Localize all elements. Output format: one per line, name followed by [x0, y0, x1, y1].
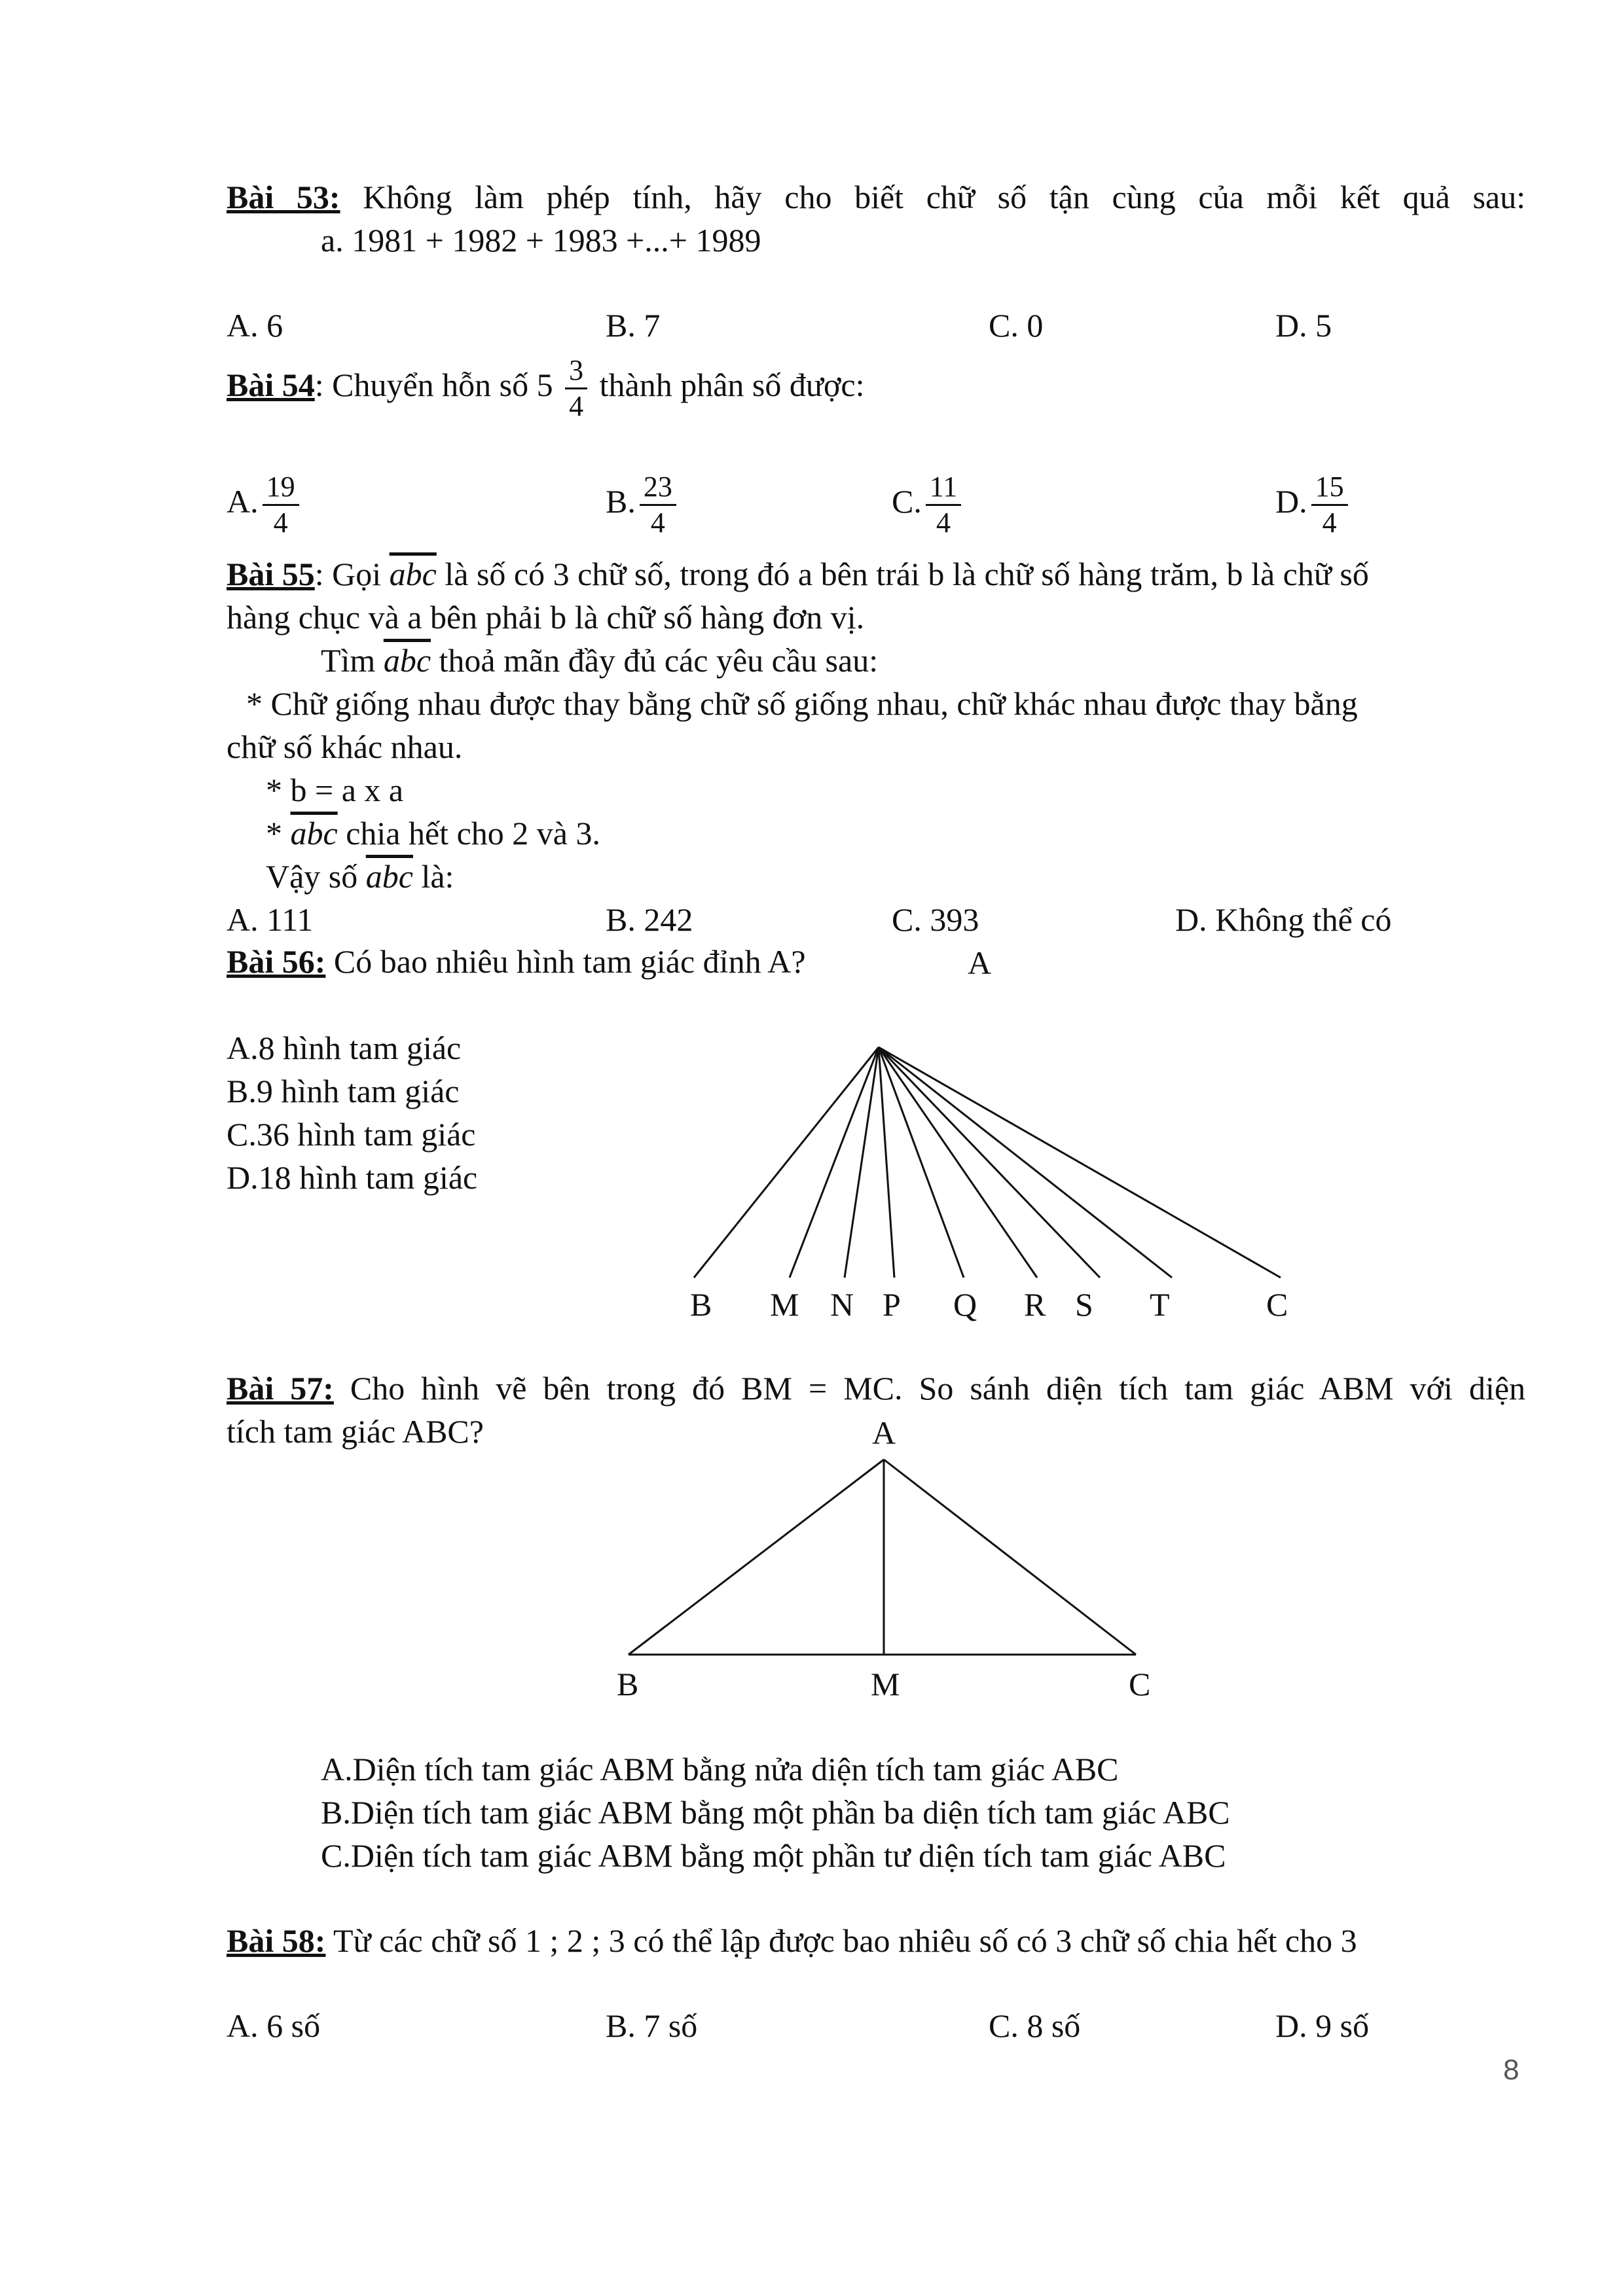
b53-expression: a. 1981 + 1982 + 1983 +...+ 1989: [321, 222, 761, 259]
b56-title: Bài 56:: [227, 943, 326, 980]
b56-label-r: R: [1024, 1286, 1046, 1323]
fraction-numerator: 15: [1311, 470, 1348, 506]
b58-question: [227, 1919, 1357, 1962]
b56-cevian-at: [879, 1047, 1172, 1278]
b57-text-2: tích tam giác ABC?: [227, 1413, 484, 1450]
abc-overline: $\overline{abc}$: [383, 642, 431, 679]
b57-title: Bài 57:: [227, 1370, 334, 1407]
abc-overline: $\overline{abc}$: [365, 858, 413, 895]
b54-option-c-label: C.: [892, 482, 922, 520]
b56-option-b: B.9 hình tam giác: [227, 1073, 460, 1109]
b58-option-c: C. 8 số: [989, 2007, 1081, 2044]
b54-text-before: : Chuyển hỗn số 5: [314, 366, 553, 403]
b57-side-ac: [884, 1460, 1136, 1655]
fraction-denominator: 4: [936, 507, 951, 539]
b53-title: Bài 53:: [227, 179, 340, 215]
b54-title: Bài 54: [227, 366, 315, 403]
b56-side-ab: [694, 1047, 879, 1278]
b56-label-s: S: [1075, 1286, 1093, 1323]
b56-label-n: N: [830, 1286, 854, 1323]
b55-text: thoả mãn đầy đủ các yêu cầu sau:: [439, 642, 879, 679]
b56-text: Có bao nhiêu hình tam giác đỉnh A?: [333, 943, 806, 980]
b58-text: Từ các chữ số 1 ; 2 ; 3 có thể lập được bao nhiêu số có 3 chữ số chia hết cho 3: [333, 1922, 1357, 1959]
fraction-numerator: 19: [263, 470, 299, 506]
b56-label-t: T: [1150, 1286, 1170, 1323]
b56-side-ac: [879, 1047, 1281, 1278]
b57-side-ab: [629, 1460, 884, 1655]
b58-option-a: A. 6 số: [227, 2007, 321, 2044]
b58-title: Bài 58:: [227, 1922, 326, 1959]
b54-option-b-label: B.: [606, 482, 636, 520]
b57-text-1: Cho hình vẽ bên trong đó BM = MC. So sánh diện tích tam giác ABM với diện: [350, 1370, 1525, 1407]
fraction-denominator: 4: [650, 507, 665, 539]
b55-option-c: C. 393: [892, 901, 979, 938]
b56-option-c: C.36 hình tam giác: [227, 1116, 476, 1153]
b55-text: là số có 3 chữ số, trong đó a bên trái b là chữ số hàng trăm, b là chữ số: [445, 556, 1369, 592]
b56-label-q: Q: [953, 1286, 977, 1323]
b57-option-c: C.Diện tích tam giác ABM bằng một phần tư diện tích tam giác ABC: [321, 1837, 1226, 1874]
b55-condition-1: * b = a x a: [266, 772, 404, 808]
b54-option-d-label: D.: [1275, 482, 1307, 520]
b57-option-a: A.Diện tích tam giác ABM bằng nửa diện tích tam giác ABC: [321, 1751, 1119, 1787]
b55-text: Tìm: [321, 642, 376, 679]
abc-overline: $\overline{abc}$: [389, 556, 437, 592]
b55-option-d: D. Không thể có: [1175, 901, 1392, 938]
b54-text-after: thành phân số được:: [599, 366, 865, 403]
fraction-denominator: 4: [273, 507, 288, 539]
b55-text: là:: [421, 858, 454, 895]
b53-option-a: A. 6: [227, 307, 283, 344]
b56-cevian-as: [879, 1047, 1100, 1278]
b55-option-a: A. 111: [227, 901, 314, 938]
b55-option-b: B. 242: [606, 901, 693, 938]
b55-text: chia hết cho 2 và 3.: [346, 815, 600, 852]
b56-option-a: A.8 hình tam giác: [227, 1030, 462, 1066]
b56-cevian-ar: [879, 1047, 1037, 1278]
b54-option-a-label: A.: [227, 482, 259, 520]
b53-option-d: D. 5: [1275, 307, 1332, 344]
page-number: 8: [1503, 2054, 1520, 2086]
b55-text: *: [266, 815, 282, 852]
b58-option-b: B. 7 số: [606, 2007, 698, 2044]
b55-line-5: chữ số khác nhau.: [227, 728, 463, 765]
b55-text: : Gọi: [314, 556, 382, 592]
b56-label-p: P: [883, 1286, 901, 1323]
b54-mixed-den: 4: [569, 390, 584, 422]
b53-text: Không làm phép tính, hãy cho biết chữ số tận cùng của mỗi kết quả sau:: [363, 179, 1525, 215]
b55-text: Vậy số: [266, 858, 358, 895]
b57-label-c: C: [1129, 1666, 1151, 1702]
b56-label-b: B: [690, 1286, 712, 1323]
b57-label-m: M: [871, 1666, 900, 1702]
fraction-numerator: 11: [926, 470, 961, 506]
b56-cevian-am: [790, 1047, 879, 1278]
b57-question: [227, 1367, 1525, 1410]
b57-label-b: B: [617, 1666, 639, 1702]
b53-option-b: B. 7: [606, 307, 661, 344]
b57-label-a: A: [872, 1414, 896, 1451]
b58-option-d: D. 9 số: [1275, 2007, 1370, 2044]
b55-title: Bài 55: [227, 556, 315, 592]
b56-label-c: C: [1266, 1286, 1288, 1323]
b57-option-b: B.Diện tích tam giác ABM bằng một phần ba diện tích tam giác ABC: [321, 1794, 1230, 1831]
abc-overline: $\overline{abc}$: [290, 815, 338, 852]
b56-apex-label: A: [968, 944, 992, 981]
b56-label-m: M: [770, 1286, 799, 1323]
fraction-numerator: 23: [640, 470, 676, 506]
b54-mixed-num: 3: [565, 353, 587, 389]
b56-option-d: D.18 hình tam giác: [227, 1159, 478, 1196]
b53-option-c: C. 0: [989, 307, 1044, 344]
fraction-denominator: 4: [1322, 507, 1337, 539]
b55-line-2: hàng chục và a bên phải b là chữ số hàng đơn vị.: [227, 599, 865, 636]
b55-line-4: * Chữ giống nhau được thay bằng chữ số giống nhau, chữ khác nhau được thay bằng: [246, 685, 1358, 722]
